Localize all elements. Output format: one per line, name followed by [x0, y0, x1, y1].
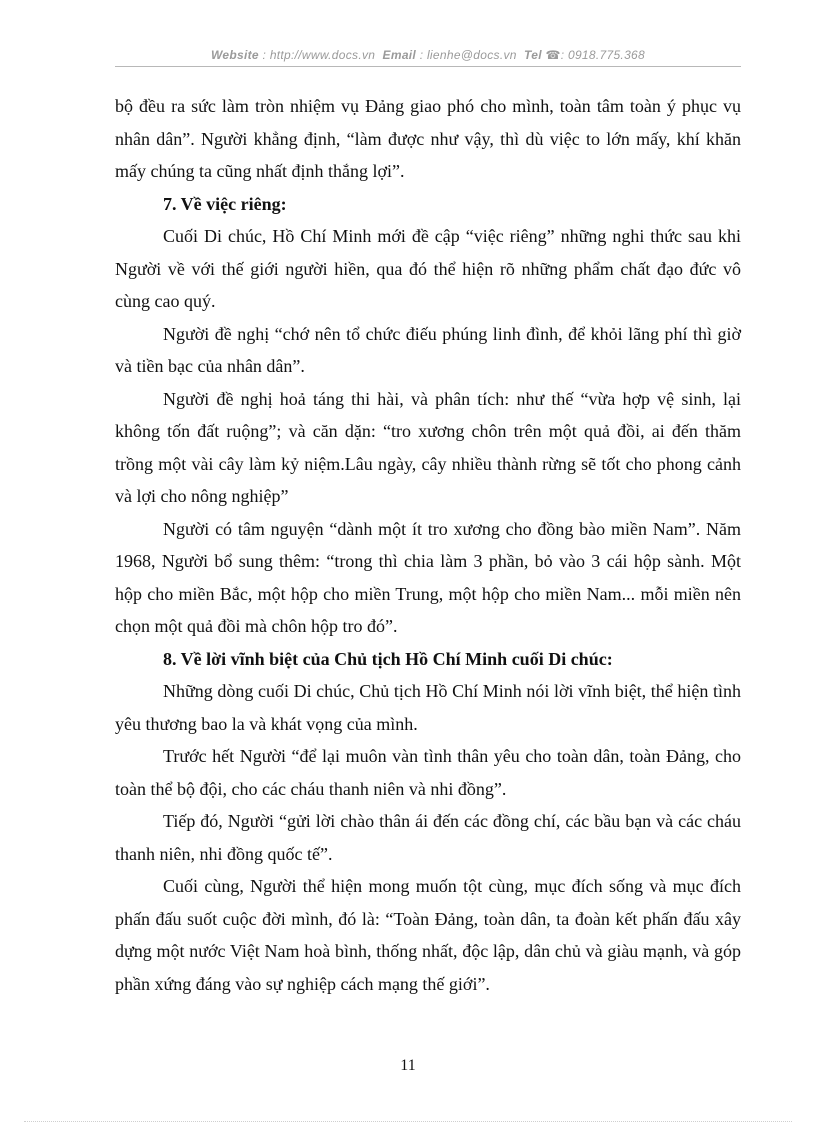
- paragraph: Tiếp đó, Người “gửi lời chào thân ái đến các đồng chí, các bầu bạn và các cháu thanh niên, nhi đồng quốc tế”.: [115, 811, 741, 864]
- email-label: Email: [382, 48, 417, 62]
- section-heading-7: 7. Về việc riêng:: [163, 193, 287, 214]
- email-value: : lienhe@docs.vn: [419, 48, 517, 62]
- page-header: [115, 48, 741, 62]
- paragraph: Người đề nghị “chớ nên tổ chức điếu phúng linh đình, để khỏi lãng phí thì giờ và tiền bạc của nhân dân”.: [115, 323, 741, 376]
- phone-icon: ☎: [545, 48, 561, 62]
- paragraph: Cuối Di chúc, Hồ Chí Minh mới đề cập “việc riêng” những nghi thức sau khi Người về với thế giới người hiền, qua đó thể hiện rõ những phẩm chất đạo đức vô cùng cao quý.: [115, 226, 741, 311]
- website-label: Website: [211, 48, 259, 62]
- paragraph: Người đề nghị hoả táng thi hài, và phân tích: như thế “vừa hợp vệ sinh, lại không tốn đất ruộng”; và căn dặn: “tro xương chôn trên một quả đồi, ai đến thăm trồng một vài cây làm kỷ niệm.Lâu ngày, cây nhiều thành rừng sẽ tốt cho phong cảnh và lợi cho nông nghiệp”: [115, 388, 741, 506]
- page-number: 11: [400, 1057, 416, 1074]
- paragraph: Trước hết Người “để lại muôn vàn tình thân yêu cho toàn dân, toàn Đảng, cho toàn thể bộ đội, cho các cháu thanh niên và nhi đồng”.: [115, 746, 741, 799]
- paragraph-continued: bộ đều ra sức làm tròn nhiệm vụ Đảng giao phó cho mình, toàn tâm toàn ý phục vụ nhân dân”. Người khẳng định, “làm được như vậy, thì dù việc to lớn mấy, khí khăn mấy chúng ta cũng nhất định thắng lợi”.: [115, 96, 741, 181]
- footer-divider: [24, 1121, 792, 1122]
- header-divider: [115, 66, 741, 67]
- website-value: : http://www.docs.vn: [262, 48, 376, 62]
- tel-value: : 0918.775.368: [560, 48, 645, 62]
- paragraph: Cuối cùng, Người thể hiện mong muốn tột cùng, mục đích sống và mục đích phấn đấu suốt cuộc đời mình, đó là: “Toàn Đảng, toàn dân, ta đoàn kết phấn đấu xây dựng một nước Việt Nam hoà bình, thống nhất, độc lập, dân chủ và giàu mạnh, và góp phần xứng đáng vào sự nghiệp cách mạng thế giới”.: [115, 876, 741, 994]
- section-heading-8: 8. Về lời vĩnh biệt của Chủ tịch Hồ Chí Minh cuối Di chúc:: [163, 648, 613, 669]
- paragraph: Những dòng cuối Di chúc, Chủ tịch Hồ Chí Minh nói lời vĩnh biệt, thể hiện tình yêu thương bao la và khát vọng của mình.: [115, 681, 741, 734]
- paragraph: Người có tâm nguyện “dành một ít tro xương cho đồng bào miền Nam”. Năm 1968, Người bổ sung thêm: “trong thì chia làm 3 phần, bỏ vào 3 cái hộp sành. Một hộp cho miền Bắc, một hộp cho miền Trung, một hộp cho miền Nam... mỗi miền nên chọn một quả đồi mà chôn hộp tro đó”.: [115, 518, 741, 636]
- tel-label: Tel: [524, 48, 542, 62]
- document-body: [115, 90, 741, 1000]
